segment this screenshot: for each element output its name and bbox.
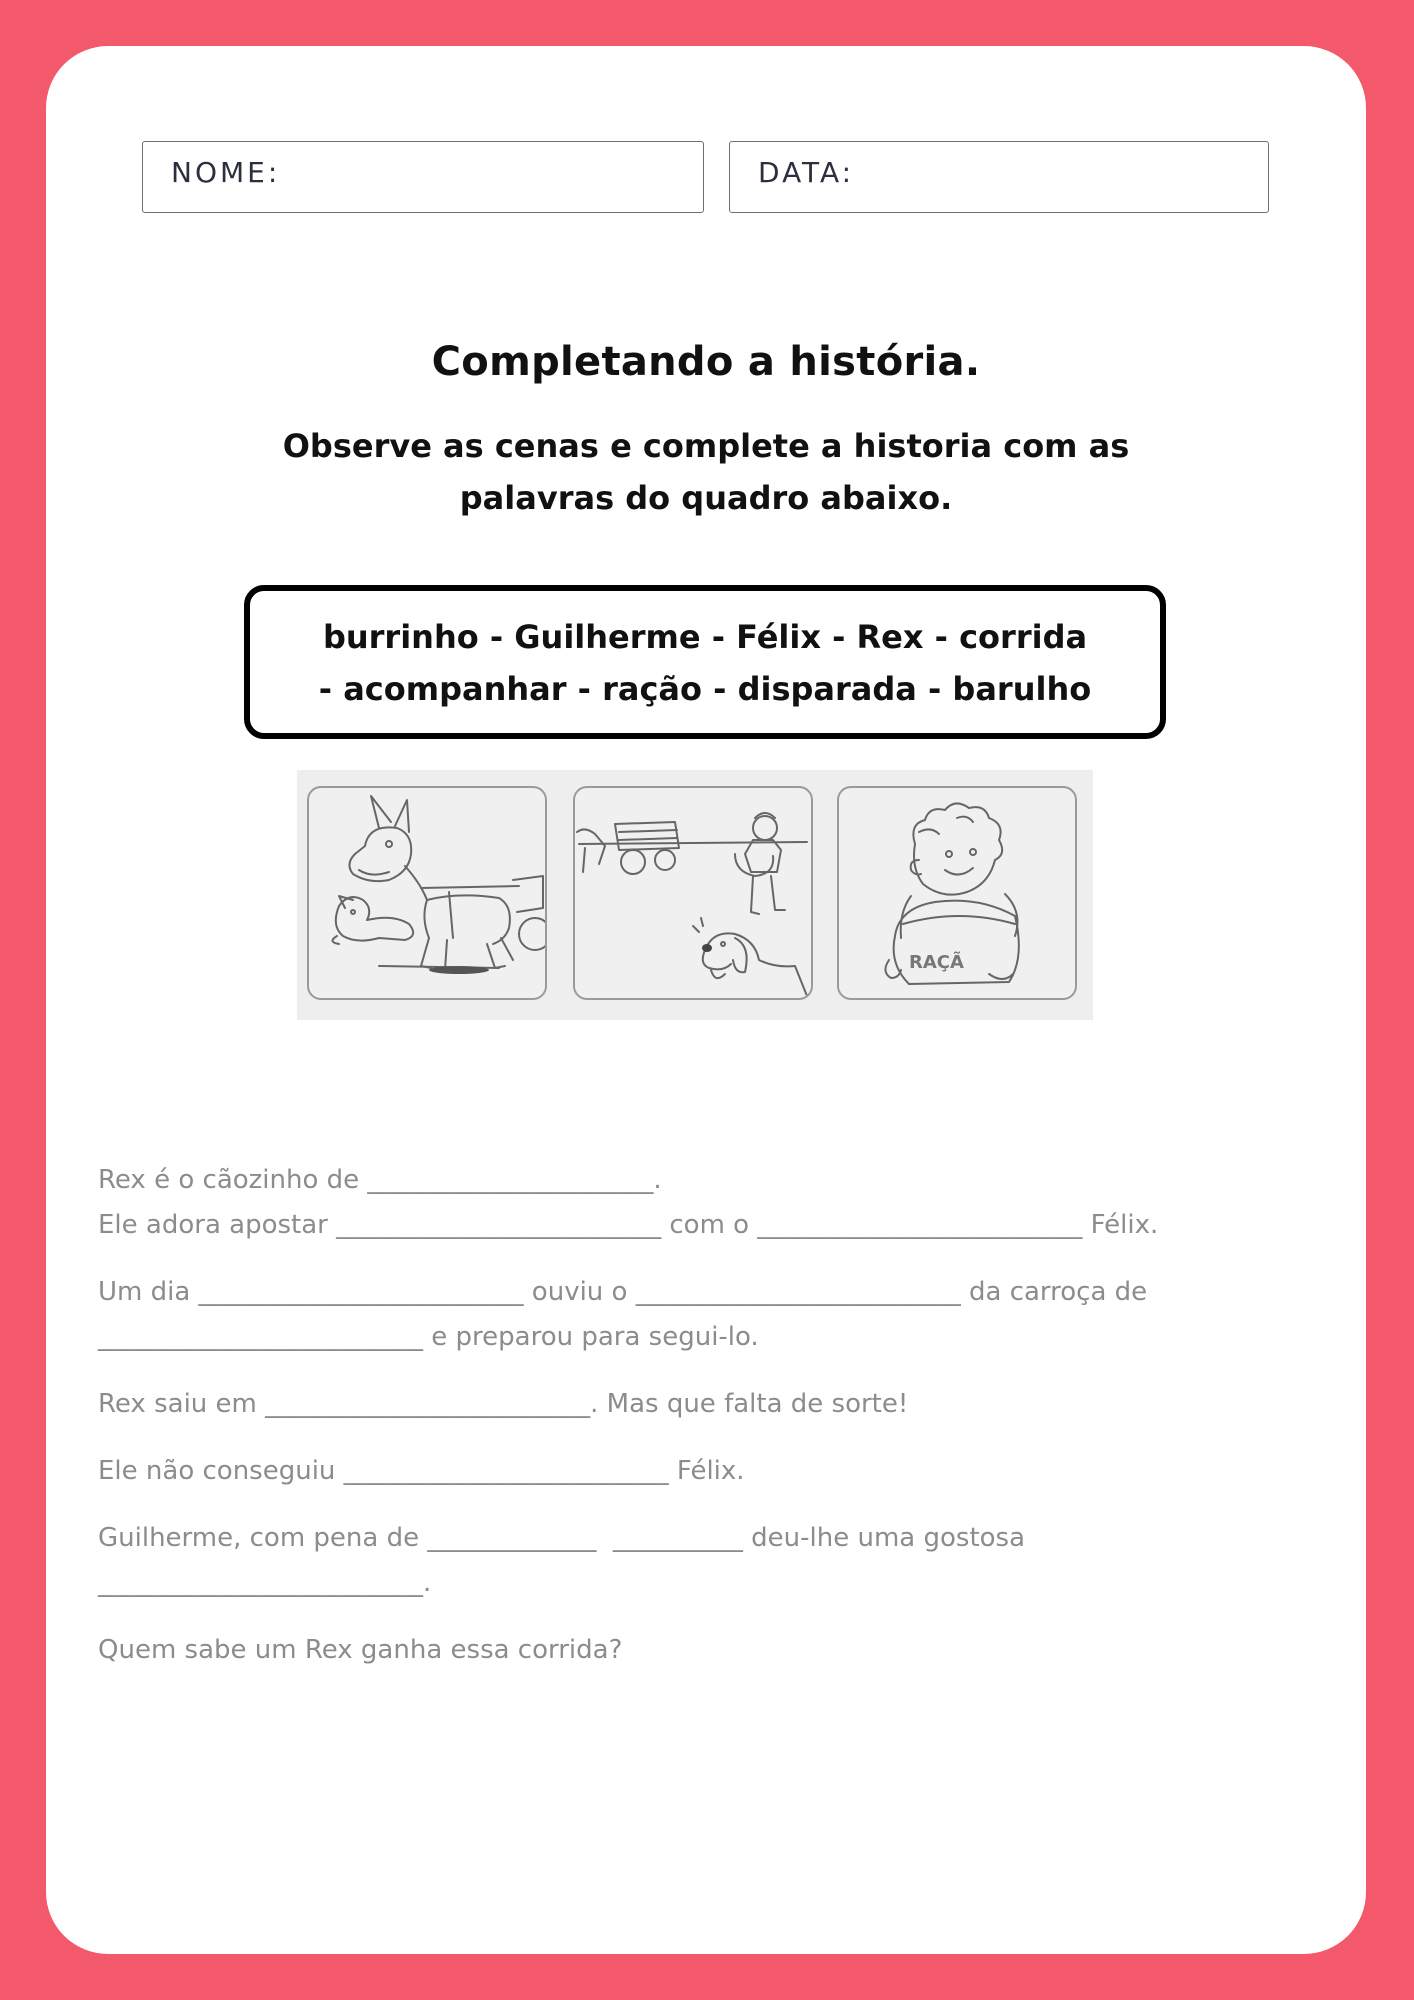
instructions (246, 420, 1166, 524)
scene-boy-cart-dog (573, 786, 813, 1000)
boy-food-bag-drawing (839, 788, 1075, 998)
story-line-2: Ele adora apostar _________________________ com o _________________________ Félix. (98, 1210, 1159, 1240)
story-line-9: Quem sabe um Rex ganha essa corrida? (98, 1635, 623, 1665)
date-field[interactable] (729, 141, 1269, 213)
word-bank-line-1: burrinho - Guilherme - Félix - Rex - corrida (322, 618, 1088, 656)
page-title: Completando a história. (431, 339, 981, 385)
story-line-8: _________________________. (98, 1568, 432, 1598)
story-line-7: Guilherme, com pena de _____________ __________ deu-lhe uma gostosa (98, 1523, 1026, 1553)
instructions-line-2: palavras do quadro abaixo. (459, 479, 953, 517)
scene-illustrations (297, 770, 1093, 1020)
story-line-4: _________________________ e preparou para segui-lo. (98, 1322, 759, 1352)
bag-label-text: RAÇÃ (909, 952, 964, 973)
worksheet-page (46, 46, 1366, 1954)
date-label: DATA: (758, 156, 855, 189)
story-line-6: Ele não conseguiu _________________________ Félix. (98, 1456, 745, 1486)
scene-boy-with-food-bag (837, 786, 1077, 1000)
boy-cart-dog-drawing (575, 788, 811, 998)
word-bank-box (244, 585, 1166, 739)
story-line-5: Rex saiu em _________________________. Mas que falta de sorte! (98, 1389, 909, 1419)
story-line-1: Rex é o cãozinho de ______________________. (98, 1165, 662, 1195)
name-label: NOME: (171, 156, 281, 189)
story-text (98, 1158, 1358, 1673)
word-bank-line-2: - acompanhar - ração - disparada - barulho (318, 670, 1092, 708)
name-field[interactable] (142, 141, 704, 213)
instructions-line-1: Observe as cenas e complete a historia com as (282, 427, 1130, 465)
donkey-dog-drawing (309, 788, 545, 998)
scene-donkey-and-dog (307, 786, 547, 1000)
story-line-3: Um dia _________________________ ouviu o _________________________ da carroça de (98, 1277, 1148, 1307)
